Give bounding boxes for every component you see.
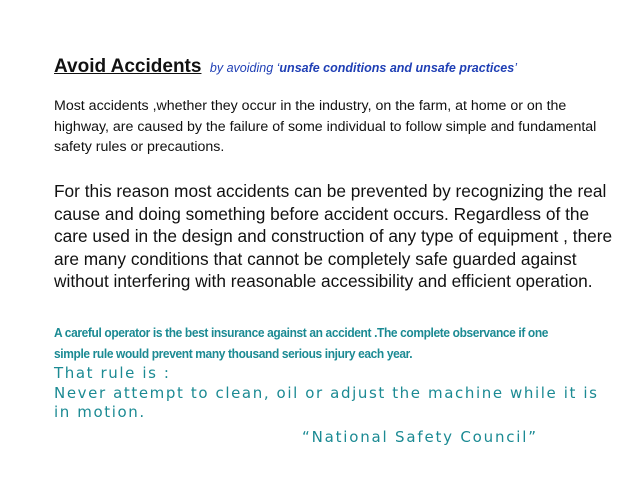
subtitle-prefix: by avoiding ‘ [209,61,280,75]
safety-rule [54,364,614,423]
subtitle-suffix: ’ [514,61,517,75]
prevention-paragraph: For this reason most accidents can be prevented by recognizing the real cause and doing something before accident occurs. Regardless of the care used in the design and construction of any type of equipment , there are many conditions that cannot be completely safe guarded against without interfering with reasonable accessibility and efficient operation. [54,181,613,291]
rule-intro: That rule is : [54,364,171,382]
intro-paragraph: Most accidents ,whether they occur in the industry, on the farm, at home or on the highway, are caused by the failure of some individual to follow simple and fundamental safety rules or precautions. [54,98,597,155]
page-title: Avoid Accidents [54,56,202,77]
attribution: “National Safety Council” [302,428,538,446]
subtitle-emphasis: unsafe conditions and unsafe practices [279,61,515,75]
careful-operator-paragraph: A careful operator is the best insurance against an accident .The complete observance if one simple rule would prevent many thousand serious injury each year. [54,325,549,361]
heading [54,56,517,78]
page-subtitle [210,61,517,75]
rule-text: Never attempt to clean, oil or adjust the machine while it is in motion. [54,383,599,421]
